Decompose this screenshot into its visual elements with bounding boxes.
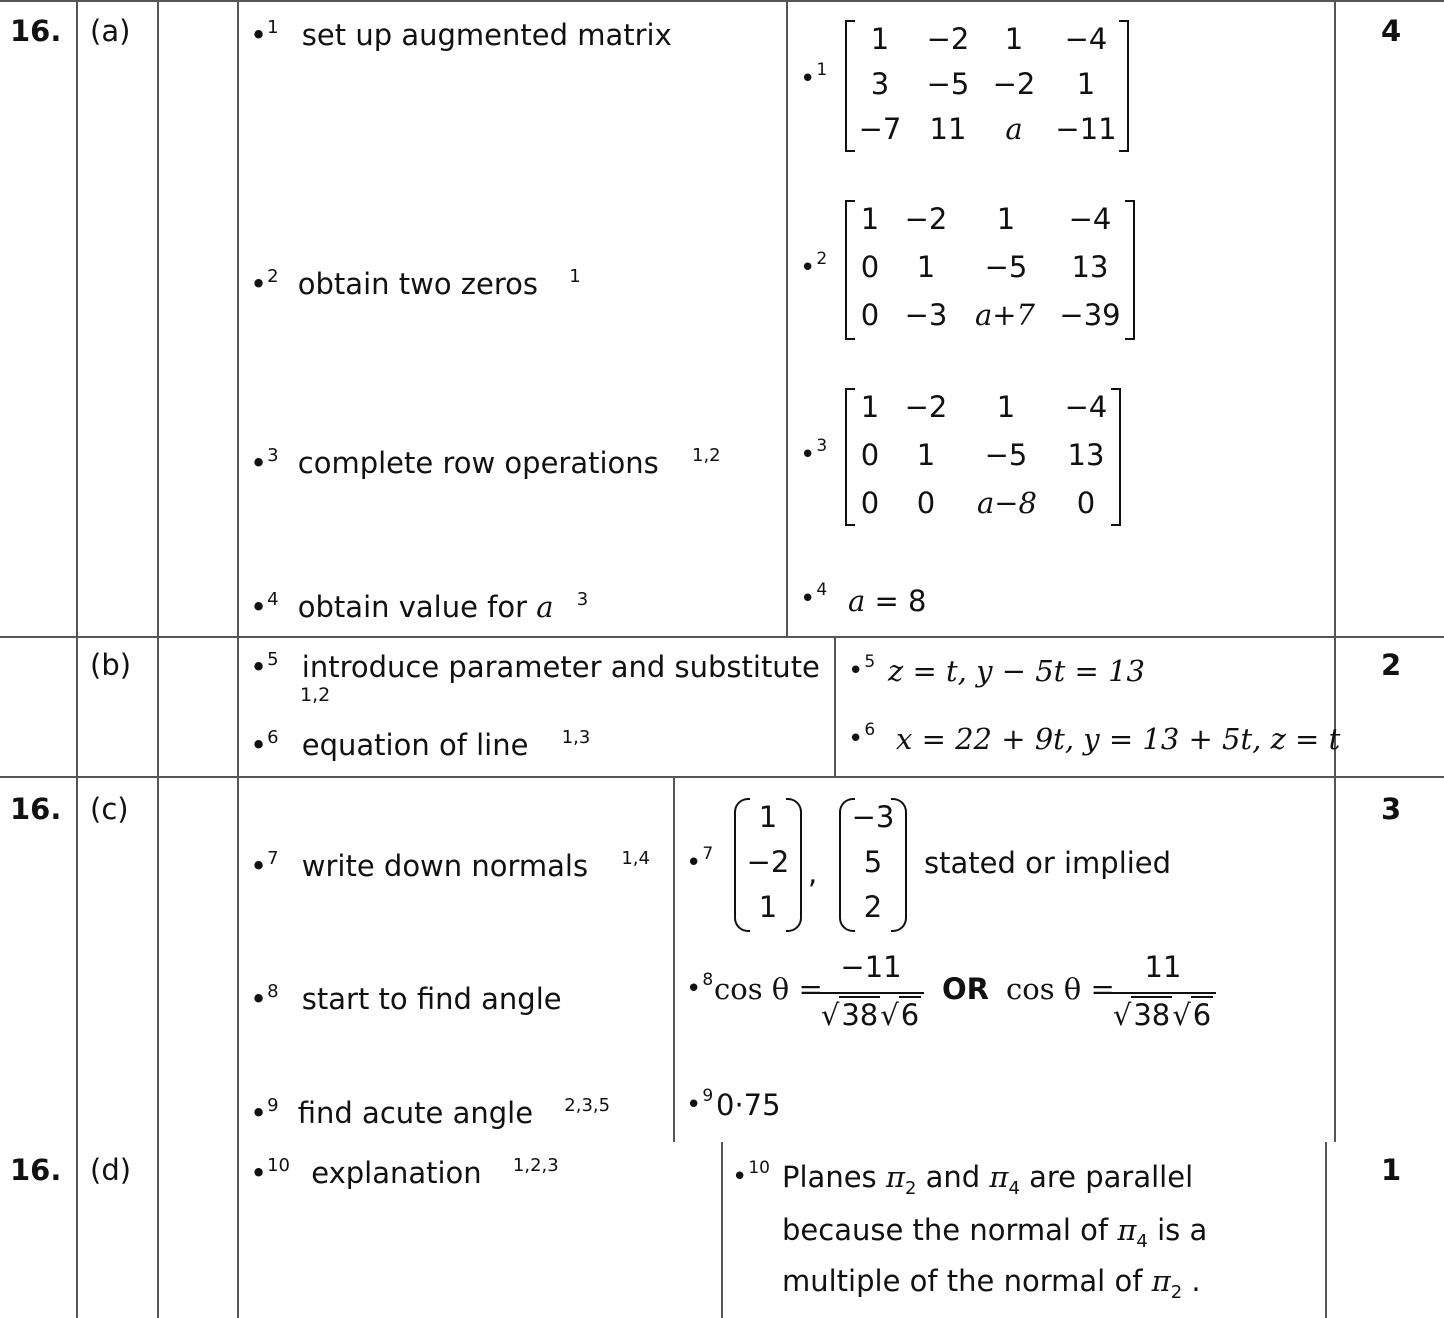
question-number-d: 16. bbox=[10, 1153, 62, 1187]
col-line-1 bbox=[76, 0, 78, 1318]
normals-separator: , bbox=[808, 856, 818, 890]
normal-vector-2: −3 5 2 bbox=[839, 798, 907, 932]
step-6-notes: 1,3 bbox=[561, 727, 591, 748]
marks-a: 4 bbox=[1381, 14, 1402, 48]
normal-vector-1: 1 −2 1 bbox=[734, 798, 802, 932]
explanation-line-3: multiple of the normal of $\pi_2$ . bbox=[782, 1264, 1201, 1303]
answer-bullet-1: •$^1$ bbox=[800, 60, 828, 94]
col-line-4-b bbox=[834, 638, 836, 776]
col-line-2 bbox=[157, 0, 159, 1318]
explanation-line-2: because the normal of $\pi_4$ is a bbox=[782, 1213, 1208, 1252]
step-4-notes: 3 bbox=[576, 589, 589, 610]
col-line-5 bbox=[1334, 0, 1336, 1142]
answer-bullet-7: •$^7$ bbox=[686, 844, 714, 878]
step-5-notes: 1,2 bbox=[300, 684, 331, 706]
answer-bullet-3: •$^3$ bbox=[800, 436, 828, 470]
step-7: •$^7$ write down normals $^{1,4}$ bbox=[250, 848, 650, 883]
answer-bullet-5: •$^5$ bbox=[848, 652, 876, 686]
col-line-4-c bbox=[673, 778, 675, 1142]
step-3-notes: 1,2 bbox=[692, 445, 721, 466]
marks-c: 3 bbox=[1381, 792, 1402, 826]
step-5: •$^5$ introduce parameter and substitute bbox=[250, 649, 820, 684]
top-border bbox=[0, 0, 1444, 2]
answer-bullet-4: •$^4$ bbox=[800, 580, 828, 614]
step-10-notes: 1,2,3 bbox=[512, 1155, 559, 1176]
answer-bullet-10: •$^{10}$ bbox=[732, 1158, 770, 1192]
fraction-2-denominator: √38√6 bbox=[1112, 998, 1212, 1032]
step-8: •$^8$ start to find angle bbox=[250, 981, 562, 1016]
step-2-notes: 1 bbox=[569, 266, 581, 287]
step-4: •$^4$ obtain value for a $^3$ bbox=[250, 589, 589, 624]
col-line-3 bbox=[237, 0, 239, 1318]
row-divider-b-c bbox=[0, 776, 1444, 778]
fraction-2 bbox=[1110, 950, 1216, 1040]
col-line-5-d bbox=[1325, 1142, 1327, 1318]
matrix-2: 1 −2 1 −4 0 1 −5 13 0 −3 a+7 −39 bbox=[845, 200, 1135, 340]
step-7-notes: 1,4 bbox=[621, 848, 650, 869]
answer-9: 0·75 bbox=[716, 1088, 781, 1122]
question-number-a: 16. bbox=[10, 14, 62, 48]
col-line-4-a bbox=[786, 0, 788, 636]
matrix-1: 1 −2 1 −4 3 −5 −2 1 −7 11 a −11 bbox=[845, 20, 1129, 152]
cos-lhs-1: cos θ = bbox=[714, 972, 823, 1006]
fraction-2-numerator: 11 bbox=[1144, 950, 1182, 984]
step-9: •$^9$ find acute angle $^{2,3,5}$ bbox=[250, 1095, 611, 1130]
step-10: •$^{10}$ explanation $^{1,2,3}$ bbox=[250, 1155, 559, 1190]
marks-b: 2 bbox=[1381, 648, 1402, 682]
step-6: •$^6$ equation of line $^{1,3}$ bbox=[250, 727, 591, 762]
answer-bullet-8: •$^8$ bbox=[686, 970, 714, 1004]
fraction-1-denominator: √38√6 bbox=[820, 998, 920, 1032]
answer-bullet-2: •$^2$ bbox=[800, 249, 828, 283]
explanation-line-1: Planes $\pi_2$ and $\pi_4$ are parallel bbox=[782, 1160, 1194, 1199]
step-9-notes: 2,3,5 bbox=[564, 1095, 611, 1116]
fraction-1-numerator: −11 bbox=[840, 950, 902, 984]
answer-bullet-9: •$^9$ bbox=[686, 1086, 714, 1120]
part-label-a: (a) bbox=[90, 14, 131, 48]
cos-lhs-2: cos θ = bbox=[1006, 972, 1115, 1006]
answer-bullet-6: •$^6$ bbox=[848, 720, 876, 754]
col-line-4-d bbox=[721, 1142, 723, 1318]
part-label-b: (b) bbox=[90, 648, 132, 682]
matrix-3: 1 −2 1 −4 0 1 −5 13 0 0 a−8 0 bbox=[845, 388, 1121, 526]
step-1: •$^1$ set up augmented matrix bbox=[250, 17, 672, 52]
stated-or-implied: stated or implied bbox=[924, 846, 1172, 880]
answer-4: a = 8 bbox=[848, 584, 927, 618]
step-3: •$^3$ complete row operations $^{1,2}$ bbox=[250, 445, 721, 480]
step-2: •$^2$ obtain two zeros $^1$ bbox=[250, 266, 581, 301]
question-number-c: 16. bbox=[10, 792, 62, 826]
or-text: OR bbox=[942, 972, 989, 1006]
fraction-1 bbox=[818, 950, 924, 1040]
answer-5: z = t, y − 5t = 13 bbox=[888, 654, 1145, 688]
answer-6: x = 22 + 9t, y = 13 + 5t, z = t bbox=[896, 722, 1341, 756]
part-label-d: (d) bbox=[90, 1153, 132, 1187]
marks-d: 1 bbox=[1381, 1153, 1402, 1187]
row-divider-a-b bbox=[0, 636, 1444, 638]
part-label-c: (c) bbox=[90, 792, 129, 826]
